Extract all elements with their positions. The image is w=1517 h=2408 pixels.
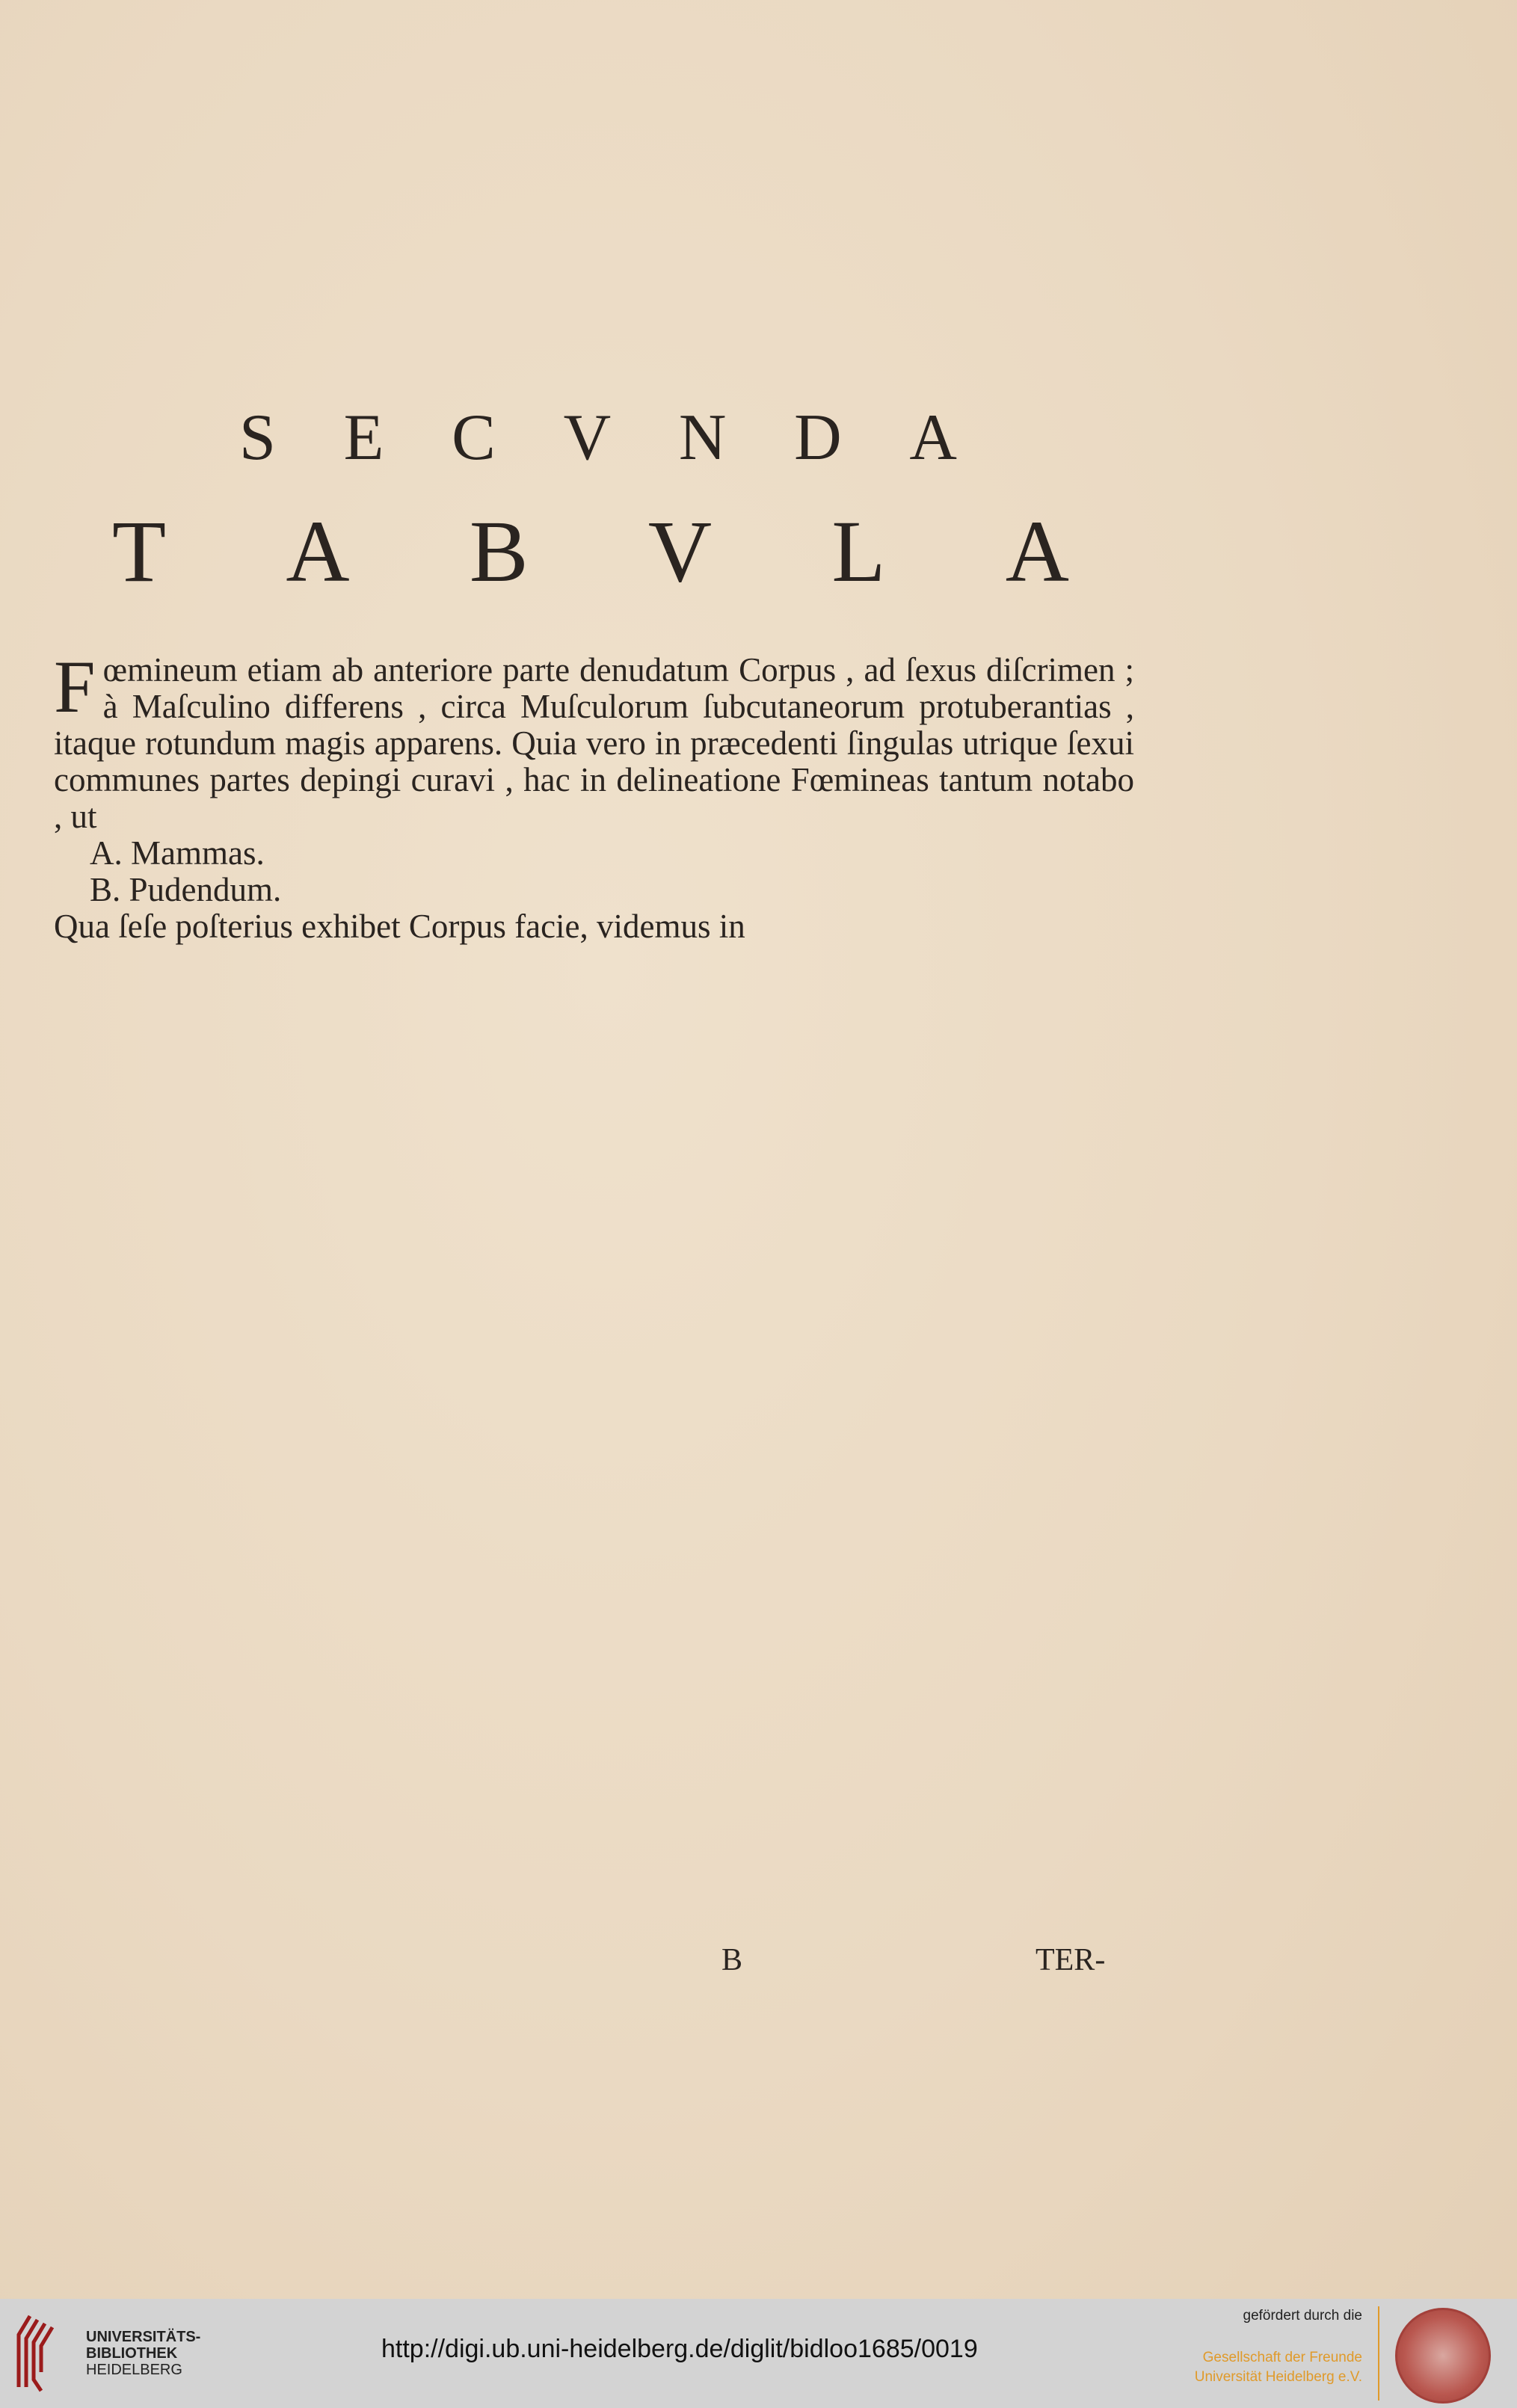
permalink-url[interactable]: http://digi.ub.uni-heidelberg.de/diglit/bidloo1685/0019 <box>381 2335 978 2363</box>
divider <box>1378 2306 1379 2401</box>
sponsor-block <box>1175 2306 1362 2387</box>
heading-secunda <box>239 400 957 475</box>
heading-letter: N <box>678 401 727 474</box>
heading-letter: T <box>112 502 167 600</box>
ub-logo-icon <box>15 2312 75 2395</box>
heading-letter: C <box>452 401 496 474</box>
heading-letter: V <box>563 401 612 474</box>
heading-letter: A <box>1005 502 1069 600</box>
heading-letter: A <box>286 502 350 600</box>
signature-mark: B <box>721 1943 743 1977</box>
heading-tabula <box>112 501 1069 603</box>
footer-bar <box>0 2299 1517 2408</box>
heading-letter: B <box>469 502 529 600</box>
heading-letter: L <box>831 502 886 600</box>
heading-letter: S <box>239 401 276 474</box>
library-line: HEIDELBERG <box>86 2362 182 2378</box>
library-line: BIBLIOTHEK <box>86 2345 178 2362</box>
library-line: UNIVERSITÄTS- <box>86 2329 201 2345</box>
heading-letter: D <box>794 401 842 474</box>
list-item: B. Pudendum. <box>90 871 282 908</box>
paragraph-text: œmineum etiam ab anteriore parte denudatum Corpus , ad ſexus diſcrimen ; à Maſculino differens , circa Muſculorum ſubcutaneorum protuberantias , itaque rotundum magis apparens. Quia vero in præcedenti ſingulas utrique ſexui communes partes depingi curavi , hac in delineatione Fœmineas tantum notabo , ut <box>54 651 1134 835</box>
body-text <box>54 645 1134 945</box>
list-item: A. Mammas. <box>90 834 265 872</box>
university-seal-icon <box>1395 2308 1491 2404</box>
heading-letter: A <box>909 401 957 474</box>
heading-letter: V <box>647 502 713 600</box>
drop-cap: F <box>54 645 96 728</box>
catchword: TER- <box>1036 1943 1106 1977</box>
sponsor-intro: gefördert durch die <box>1243 2308 1362 2324</box>
library-name <box>86 2329 200 2378</box>
closing-line: Qua ſeſe poſterius exhibet Corpus facie, videmus in <box>54 908 745 945</box>
main-paragraph <box>54 645 1134 835</box>
sponsor-name: Gesellschaft der Freunde <box>1202 2350 1362 2365</box>
heading-letter: E <box>343 401 384 474</box>
sponsor-name: Universität Heidelberg e.V. <box>1194 2369 1362 2385</box>
